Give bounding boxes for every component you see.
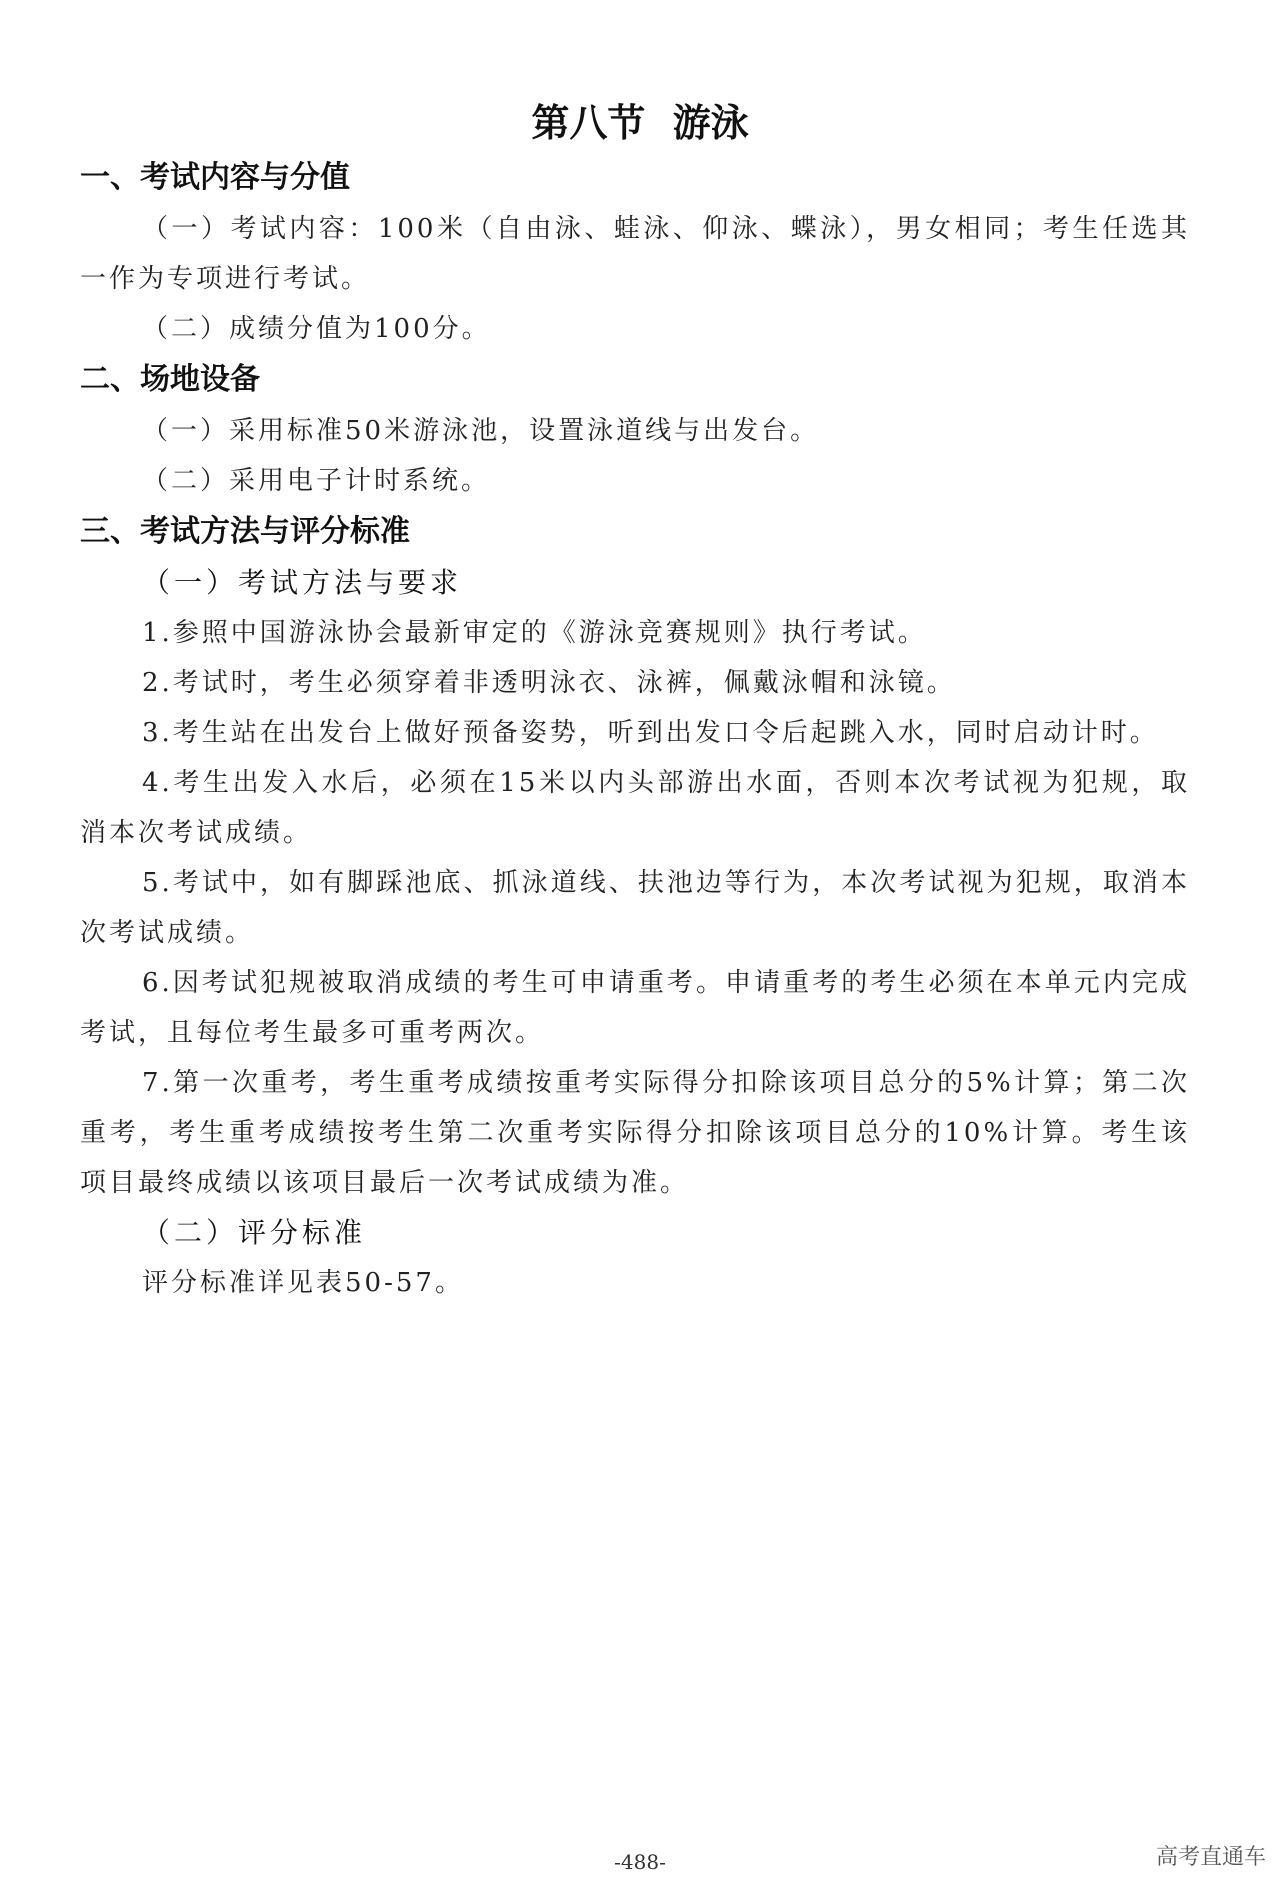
numbered-paragraph: 3.考生站在出发台上做好预备姿势，听到出发口令后起跳入水，同时启动计时。 — [142, 718, 1159, 748]
paragraph: （二）采用电子计时系统。 — [142, 466, 491, 496]
subsection-heading-2: （二）评分标准 — [142, 1216, 367, 1249]
numbered-paragraph: 5.考试中，如有脚踩池底、抓泳道线、扶池边等行为，本次考试视为犯规，取消本次考试成绩。 — [80, 868, 1190, 948]
document-body — [80, 158, 1190, 1308]
page-title: 第八节 游泳 — [531, 101, 749, 145]
paragraph: （一）考试内容：100米（自由泳、蛙泳、仰泳、蝶泳），男女相同；考生任选其一作为专项进行考试。 — [80, 214, 1190, 294]
numbered-paragraph: 2.考试时，考生必须穿着非透明泳衣、泳裤，佩戴泳帽和泳镜。 — [142, 668, 956, 698]
numbered-paragraph: 1.参照中国游泳协会最新审定的《游泳竞赛规则》执行考试。 — [142, 618, 927, 648]
section-heading-3: 三、考试方法与评分标准 — [80, 514, 410, 549]
paragraph: 评分标准详见表50-57。 — [142, 1268, 464, 1298]
section-heading-2: 二、场地设备 — [80, 362, 260, 397]
paragraph: （二）成绩分值为100分。 — [142, 314, 491, 344]
page-number: -488- — [614, 1850, 666, 1874]
numbered-paragraph: 7.第一次重考，考生重考成绩按重考实际得分扣除该项目总分的5%计算；第二次重考，考生重考成绩按考生第二次重考实际得分扣除该项目总分的10%计算。考生该项目最终成绩以该项目最后一次考试成绩为准。 — [80, 1068, 1190, 1198]
subsection-heading-1: （一）考试方法与要求 — [142, 566, 463, 599]
section-heading-1: 一、考试内容与分值 — [80, 160, 350, 195]
numbered-paragraph: 6.因考试犯规被取消成绩的考生可申请重考。申请重考的考生必须在本单元内完成考试，且每位考生最多可重考两次。 — [80, 968, 1190, 1048]
watermark-text: 高考直通车 — [1155, 1845, 1266, 1870]
numbered-paragraph: 4.考生出发入水后，必须在15米以内头部游出水面，否则本次考试视为犯规，取消本次考试成绩。 — [80, 768, 1190, 848]
paragraph: （一）采用标准50米游泳池，设置泳道线与出发台。 — [142, 416, 820, 446]
